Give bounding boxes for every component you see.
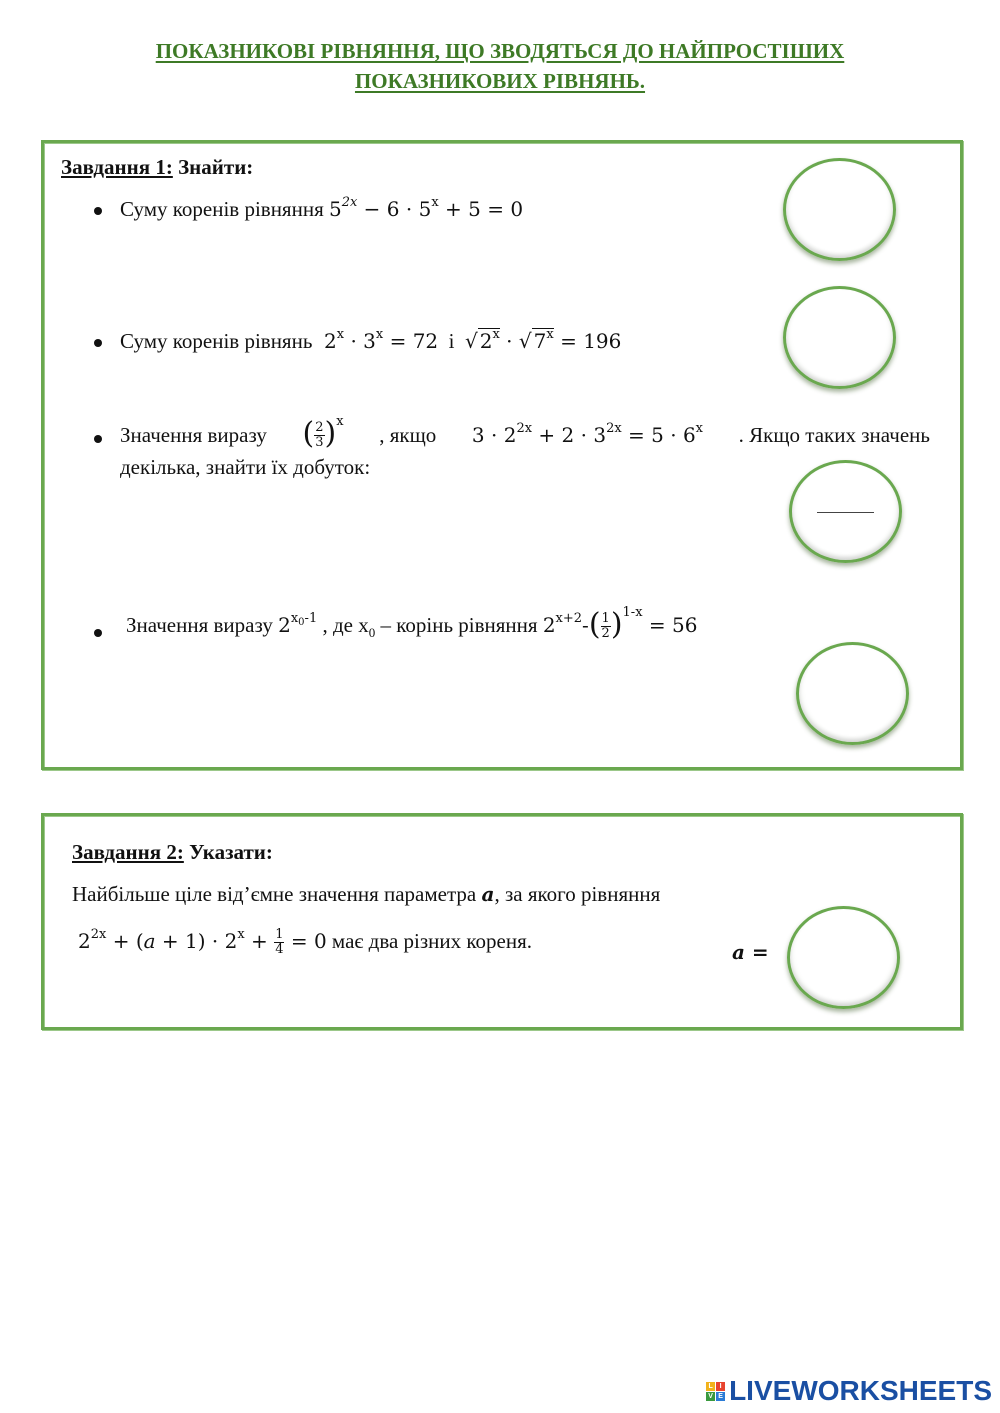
task1-item2 [120, 329, 621, 354]
item4-text: Значення виразу [126, 613, 273, 637]
item1-equation: $5^{2x} - 6 \cdot 5^x + 5 = 0$ [328, 195, 524, 221]
item2-equation-a: $2^x \cdot 3^x = 72$ [317, 327, 439, 353]
brand-name: LIVEWORKSHEETS [729, 1375, 992, 1406]
title-line-1: ПОКАЗНИКОВІ РІВНЯННЯ, ЩО ЗВОДЯТЬСЯ ДО НАЙПРОСТІШИХ [155, 39, 845, 63]
answer-circle-2[interactable] [783, 286, 896, 389]
item2-text: Суму коренів рівнянь [120, 329, 313, 353]
task2-box [41, 813, 963, 1030]
task1-item1 [120, 197, 523, 222]
item1-text: Суму коренів рівняння [120, 197, 324, 221]
item3-expression: ( $\frac{2}{3}$ )$^x$ [302, 413, 344, 451]
task2-param: a [481, 882, 495, 906]
task2-instruction: Указати: [189, 840, 273, 864]
item3-line2: декілька, знайти їх добуток: [120, 455, 371, 479]
task2-label: Завдання 2: [72, 840, 184, 864]
task2-equation: $2^{2x} + (a + 1) \cdot 2^x$ + $\frac{1}{4}$ = 0 [78, 927, 327, 957]
task2-answer-label: a = [732, 940, 769, 964]
item4-equation: $2^{x+2}-$( $\frac{1}{2}$ )$^{1-x}$ = 56 [542, 605, 698, 642]
task1-item3 [120, 415, 930, 480]
item3-conj: , якщо [379, 422, 437, 447]
item2-equation-b: √ $2^x$ · √ $7^x = 196$ [465, 327, 622, 353]
item4-expression: $2^{x_0-1}$ [278, 611, 318, 637]
task2-line1 [72, 882, 660, 907]
liveworksheets-logo [706, 1375, 992, 1407]
answer-circle-4[interactable] [796, 642, 909, 745]
task2-line1-text: Найбільше ціле від’ємне значення параметра [72, 882, 477, 906]
title-line-2: ПОКАЗНИКОВИХ РІВНЯНЬ. [354, 69, 646, 93]
task1-label: Завдання 1: [61, 155, 173, 179]
task2-line2 [78, 928, 532, 957]
bullet [94, 435, 102, 443]
item3-tail: . Якщо таких значень [738, 422, 930, 447]
bullet [94, 629, 102, 637]
task1-instruction: Знайти: [178, 155, 254, 179]
item4-mid: , де x [322, 613, 369, 637]
task2-line2-tail: має два різних кореня. [326, 929, 533, 953]
task1-box [41, 140, 963, 770]
item3-text: Значення виразу [120, 422, 267, 447]
task1-item4: Значення виразу $2^{x_0-1}$ , де $x_0$ – корінь рівняння $2^{x+2}-$( $\frac{1}{2}$ )$^{1-x}$ = 56 [126, 605, 698, 642]
answer-circle-3[interactable] [789, 460, 902, 563]
task2-line1-tail: , за якого рівняння [494, 882, 661, 906]
fraction-line [817, 512, 874, 513]
answer-circle-1[interactable] [783, 158, 896, 261]
task2-heading [72, 840, 273, 865]
logo-mark-icon: L I V E [706, 1382, 725, 1401]
page-title [60, 36, 940, 96]
bullet [94, 339, 102, 347]
bullet [94, 207, 102, 215]
item3-equation: $3 \cdot 2^{2x} + 2 \cdot 3^{2x} = 5 \cdot 6^x$ [471, 421, 704, 447]
item4-mid2: – корінь рівняння [380, 613, 538, 637]
answer-circle-5[interactable] [787, 906, 900, 1009]
item2-conj: і [448, 329, 455, 353]
task1-heading [61, 155, 253, 180]
